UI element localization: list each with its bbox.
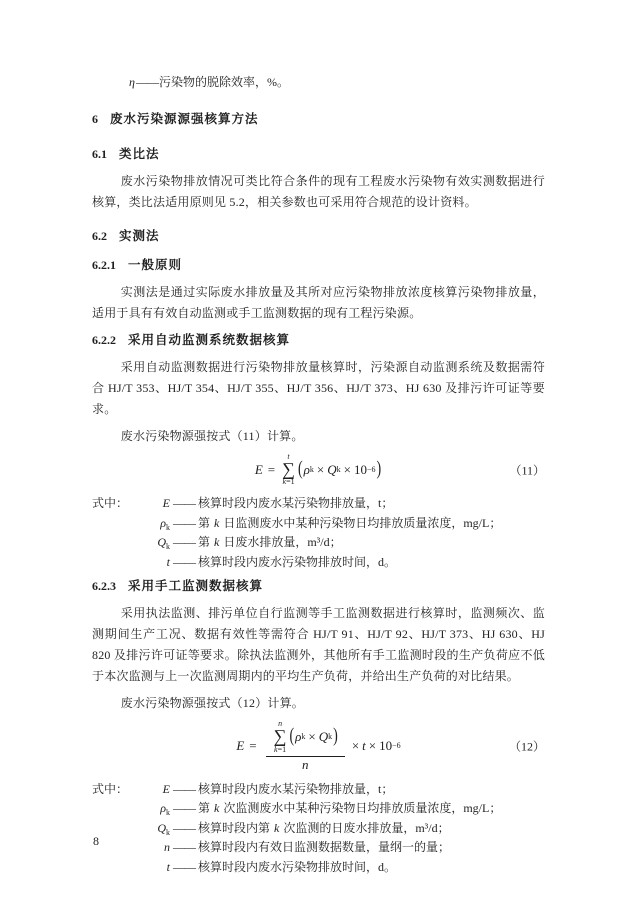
definition-row bbox=[92, 553, 545, 573]
sum-lower-limit bbox=[283, 477, 295, 486]
where-label: 式中： bbox=[92, 496, 129, 511]
page-number: 8 bbox=[93, 834, 99, 848]
definition-text: 核算时段内废水某污染物排放量，t； bbox=[198, 781, 394, 796]
definition-symbol: $\rho_k$ bbox=[160, 801, 170, 818]
section-number: 6.2 bbox=[92, 229, 107, 243]
equals-sign: = bbox=[267, 461, 276, 477]
where-label: 式中： bbox=[92, 781, 129, 796]
section-heading-6-2-3 bbox=[92, 576, 545, 596]
var-Q: Q bbox=[318, 728, 329, 744]
definition-text: 核算时段内废水污染物排放时间，d。 bbox=[198, 859, 397, 874]
em-dash: —— bbox=[173, 840, 195, 855]
em-dash: —— bbox=[173, 781, 195, 796]
sum-upper-limit: n bbox=[278, 719, 283, 729]
sigma-icon: ∑ bbox=[282, 459, 295, 479]
definition-row bbox=[92, 799, 545, 819]
equals-sign: = bbox=[249, 737, 257, 753]
definition-text: 核算时段内有效日监测数据数量，量纲一的量； bbox=[198, 840, 451, 855]
definition-symbol: $\rho_k$ bbox=[160, 515, 170, 532]
definition-text: 第 k 日监测废水中某种污染物日均排放质量浓度，mg/L； bbox=[198, 515, 502, 530]
times-sign: × bbox=[316, 461, 325, 477]
var-Q: Q bbox=[327, 461, 337, 477]
section-heading-6-2 bbox=[92, 226, 545, 246]
power-base: 10 bbox=[379, 737, 393, 753]
section-number: 6 bbox=[92, 112, 98, 126]
equation-11-math: E = t ∑ k=1 ( ρ k × Q k × 10 −6 ) bbox=[254, 452, 382, 487]
open-paren: ( bbox=[289, 725, 295, 748]
em-dash: —— bbox=[173, 515, 195, 530]
times-sign: × bbox=[368, 737, 377, 753]
paragraph-6-1: 废水污染物排放情况可类比符合条件的现有工程废水污染物有效实测数据进行核算，类比法适用原则见 5.2，相关参数也可采用符合规范的设计资料。 bbox=[92, 174, 545, 209]
var-k: k bbox=[282, 477, 287, 487]
section-title: 一般原则 bbox=[128, 258, 183, 272]
section-heading-6 bbox=[92, 109, 545, 129]
var-t: t bbox=[362, 737, 366, 753]
where-list-11 bbox=[92, 494, 545, 572]
fraction bbox=[266, 720, 345, 771]
em-dash: —— bbox=[135, 75, 158, 89]
sum-upper-limit: t bbox=[287, 452, 290, 461]
definition-symbol: n bbox=[164, 840, 170, 855]
definition-symbol: E bbox=[162, 496, 170, 511]
section-title: 采用手工监测数据核算 bbox=[128, 579, 264, 594]
times-sign: × bbox=[308, 728, 316, 744]
sum-lower-eq: =1 bbox=[277, 744, 287, 754]
section-title: 类比法 bbox=[119, 147, 160, 161]
definition-row bbox=[92, 780, 545, 800]
equation-12 bbox=[92, 720, 545, 771]
definition-symbol: E bbox=[162, 781, 170, 796]
section-number: 6.2.3 bbox=[92, 579, 116, 594]
section-title: 废水污染源源强核算方法 bbox=[110, 112, 259, 126]
var-rho: ρ bbox=[295, 728, 302, 744]
definition-text: 第 k 日废水排放量，m³/d； bbox=[198, 535, 342, 550]
section-title: 采用自动监测系统数据核算 bbox=[128, 333, 291, 347]
fraction-numerator: n ∑ k=1 ( ρ k × Q k ) bbox=[273, 719, 338, 754]
paragraph-6-2-2: 采用自动监测数据进行污染物排放量核算时，污染源自动监测系统及数据需符合 HJ/T 353、HJ/T 354、HJ/T 355、HJ/T 356、HJ/T 373、HJ 630 及排污许可证等要求。 bbox=[92, 360, 545, 416]
close-paren: ) bbox=[333, 725, 338, 748]
em-dash: —— bbox=[173, 496, 195, 511]
paragraph-6-2-1: 实测法是通过实际废水排放量及其所对应污染物排放浓度核算污染物排放量，适用于具有有效自动监测或手工监测数据的现有工程污染源。 bbox=[92, 285, 545, 320]
equation-number: （12） bbox=[508, 739, 545, 754]
section-heading-6-2-2 bbox=[92, 330, 545, 350]
section-number: 6.1 bbox=[92, 147, 107, 161]
section-number: 6.2.1 bbox=[92, 258, 116, 272]
where-list-12 bbox=[92, 780, 545, 878]
power-base: 10 bbox=[353, 461, 367, 477]
definition-row bbox=[92, 494, 545, 514]
sum-lower-limit bbox=[274, 745, 286, 754]
equation-12-intro: 废水污染物源强按式（12）计算。 bbox=[120, 696, 304, 711]
equation-11-intro: 废水污染物源强按式（11）计算。 bbox=[120, 429, 304, 443]
times-sign: × bbox=[351, 737, 360, 753]
em-dash: —— bbox=[173, 554, 195, 569]
definition-text: 核算时段内废水某污染物排放量，t； bbox=[198, 496, 394, 511]
close-paren: ) bbox=[376, 458, 382, 480]
var-E: E bbox=[236, 737, 245, 753]
section-heading-6-1 bbox=[92, 144, 545, 164]
definition-row bbox=[92, 514, 545, 534]
paragraph-6-2-3: 采用执法监测、排污单位自行监测等手工监测数据进行核算时，监测频次、监测期间生产工况、数据有效性等需符合 HJ/T 91、HJ/T 92、HJ/T 373、HJ 630、HJ 820 及排污许可证等要求。除执法监测外，其他所有手工监测时段的生产负荷应不低于本次监测与上一次监测周期内的平均生产负荷，并给出生产负荷的对比结果。 bbox=[92, 606, 545, 684]
equation-number: （11） bbox=[509, 463, 545, 478]
em-dash: —— bbox=[173, 859, 195, 874]
times-sign: × bbox=[343, 461, 351, 477]
section-number: 6.2.2 bbox=[92, 333, 116, 347]
em-dash: —— bbox=[173, 820, 195, 835]
definition-symbol: $Q_k$ bbox=[157, 820, 170, 837]
var-rho: ρ bbox=[303, 461, 310, 477]
definition-row bbox=[92, 838, 545, 858]
definition-symbol: $Q_k$ bbox=[157, 535, 170, 552]
open-paren: ( bbox=[297, 458, 303, 480]
eta-symbol: η bbox=[129, 75, 135, 89]
definition-row bbox=[92, 819, 545, 839]
var-k: k bbox=[274, 744, 278, 754]
em-dash: —— bbox=[173, 535, 195, 550]
definition-symbol: t bbox=[166, 859, 170, 874]
section-title: 实测法 bbox=[119, 229, 160, 243]
symbol-definition-eta bbox=[92, 72, 545, 92]
definition-text: 核算时段内废水污染物排放时间，d。 bbox=[198, 554, 397, 569]
section-heading-6-2-1 bbox=[92, 255, 545, 275]
sigma-icon: ∑ bbox=[273, 726, 287, 747]
summation-symbol bbox=[274, 720, 287, 753]
definition-symbol: t bbox=[166, 554, 170, 569]
em-dash: —— bbox=[173, 801, 195, 816]
definition-text: 第 k 次监测废水中某种污染物日均排放质量浓度，mg/L； bbox=[198, 801, 502, 816]
equation-11 bbox=[92, 453, 545, 486]
equation-12-math: E = n ∑ k=1 ( ρ k × Q k ) n × t × 10 −6 bbox=[236, 719, 401, 772]
summation-symbol bbox=[282, 453, 295, 486]
definition-text: 核算时段内第 k 次监测的日废水排放量，m³/d； bbox=[198, 820, 450, 835]
eta-description: 污染物的脱除效率，%。 bbox=[158, 75, 289, 89]
fraction-denominator: n bbox=[266, 756, 345, 772]
var-E: E bbox=[254, 461, 263, 477]
sum-lower-eq: =1 bbox=[286, 477, 295, 487]
definition-row bbox=[92, 533, 545, 553]
definition-row bbox=[92, 858, 545, 878]
